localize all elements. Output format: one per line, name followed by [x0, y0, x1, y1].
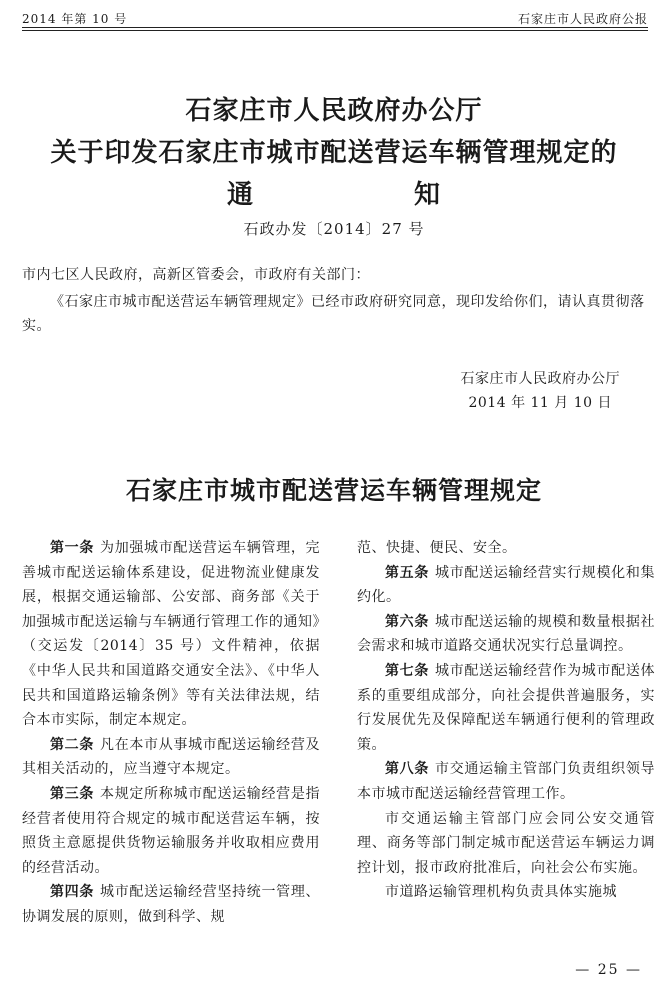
- notice-body: 《石家庄市城市配送营运车辆管理规定》已经市政府研究同意，现印发给你们，请认真贯彻落实。: [22, 294, 645, 334]
- article-label: 第六条: [385, 613, 430, 630]
- article-text: 城市配送运输经营坚持统一管理、协调发展的原则，做到科学、规: [22, 884, 321, 925]
- article-5: [357, 561, 655, 610]
- article-label: 第一条: [50, 540, 95, 556]
- regulation-title: 石家庄市城市配送营运车辆管理规定: [125, 476, 542, 505]
- notice-title-char-a: 通: [226, 180, 254, 210]
- article-4: [22, 880, 320, 929]
- article-label: 第五条: [385, 564, 430, 581]
- article-label: 第三条: [50, 785, 95, 802]
- article-text: 凡在本市从事城市配送运输经营及其相关活动的，应当遵守本规定。: [22, 736, 321, 778]
- notice-title-char-b: 知: [414, 180, 442, 210]
- header-rule: [22, 27, 648, 28]
- page-header: [22, 6, 648, 28]
- article-8-para-2: 市交通运输主管部门应会同公安交通管理、商务等部门制定城市配送营运车辆运力调控计划，报市政府批准后，向社会公布实施。: [357, 810, 655, 876]
- header-rule-thin: [22, 30, 648, 31]
- notice-title-line2: 关于印发石家庄市城市配送营运车辆管理规定的: [50, 138, 618, 168]
- article-label: 第七条: [385, 662, 430, 679]
- publication-name: 石家庄市人民政府公报: [517, 12, 648, 26]
- article-8-para-3: 市道路运输管理机构负责具体实施城: [385, 884, 617, 901]
- article-text: 城市配送运输经营作为城市配送体系的重要组成部分，向社会提供普遍服务，实行发展优先及保障配送车辆通行便利的管理政策。: [357, 662, 656, 753]
- article-label: 第八条: [385, 761, 430, 778]
- article-text: 本规定所称城市配送运输经营是指经营者使用符合规定的城市配送营运车辆，按照货主意愿提供货物运输服务并收取相应费用的经营活动。: [22, 785, 321, 876]
- article-label: 第二条: [50, 736, 95, 753]
- article-1: [22, 536, 320, 733]
- issue-label: 2014 年第 10 号: [22, 12, 128, 26]
- issue-date: 2014 年 11 月 10 日: [468, 395, 612, 411]
- notice-title-line1: 石家庄市人民政府办公厅: [185, 96, 483, 126]
- left-column: [22, 536, 320, 930]
- article-2: [22, 733, 320, 782]
- article-4-continued: 范、快捷、便民、安全。: [357, 540, 517, 556]
- article-3: [22, 782, 320, 880]
- issuer-block: [461, 368, 621, 416]
- addressee: 市内七区人民政府，高新区管委会，市政府有关部门：: [22, 267, 370, 283]
- article-text: 城市配送运输的规模和数量根据社会需求和城市道路交通状况实行总量调控。: [357, 613, 656, 655]
- article-text: 市交通运输主管部门负责组织领导本市城市配送运输经营管理工作。: [357, 761, 656, 802]
- page-number: — 25 —: [575, 962, 642, 978]
- article-6: [357, 610, 655, 659]
- article-8: [357, 757, 655, 806]
- notice-title-line3: [0, 174, 668, 211]
- issuer-name: 石家庄市人民政府办公厅: [460, 371, 620, 387]
- article-7: [357, 659, 655, 757]
- article-label: 第四条: [50, 884, 95, 901]
- article-text: 城市配送运输经营实行规模化和集约化。: [357, 564, 656, 606]
- right-column: [357, 536, 655, 905]
- article-text: 为加强城市配送营运车辆管理，完善城市配送运输体系建设，促进物流业健康发展，根据交通运输部、公安部、商务部《关于加强城市配送运输与车辆通行管理工作的通知》（交运发〔2014〕35 号）文件精神，依据《中华人民共和国道路交通安全法》、《中华人民共和国道路运输条例》等有关法律法规，结合本市实际，制定本规定。: [22, 540, 321, 729]
- document-number: 石政办发〔2014〕27 号: [243, 220, 425, 238]
